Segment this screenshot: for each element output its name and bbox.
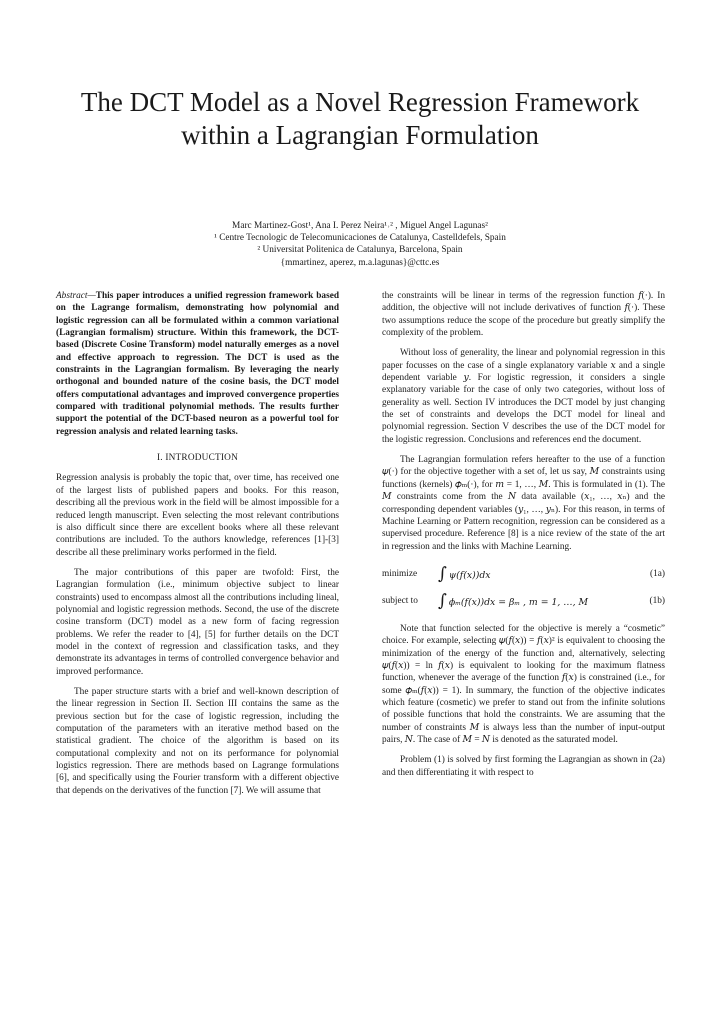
right-column — [382, 290, 665, 779]
abstract-lead: Abstract— — [56, 291, 96, 301]
paper-title: The DCT Model as a Novel Regression Framework within a Lagrangian Formulation — [80, 87, 640, 150]
paragraph: Note that function selected for the objective is merely a “cosmetic” choice. For example, selecting 𝜓(𝑓(𝑥)) = 𝑓(𝑥)² is equivalent to choosing the minimization of the energy of the function and, alternatively, selecting 𝜓(𝑓(𝑥)) = ln 𝑓(𝑥) is equivalent to looking for the maximum flatness function, whenever the average of the function 𝑓(𝑥) is constrained (i.e., for some 𝜙ₘ(𝑓(𝑥)) = 1). In summary, the function of the objective indicates which feature (cosmetic) we prefer to stand out from the infinite solutions of possible functions that hold the constraints. We are assuming that the number of constraints 𝑀 is always less than the number of input-output pairs, 𝑁. The case of 𝑀 = 𝑁 is denoted as the saturated model. — [382, 623, 665, 745]
affiliation-2: ² Universitat Politenica de Catalunya, Barcelona, Spain — [257, 245, 463, 256]
paragraph: the constraints will be linear in terms of the regression function 𝑓(·). In addition, the objective will not include derivatives of function 𝑓(·). These two assumptions reduce the scope of the procedure but greatly simplify the complexity of the problem. — [382, 291, 665, 339]
equation-number: (1a) — [650, 569, 665, 580]
paragraph: Problem (1) is solved by first forming the Lagrangian as shown in (2a) and then differentiating it with respect to — [382, 755, 665, 778]
paragraph: Without loss of generality, the linear and polynomial regression in this paper focusses on the case of a single explanatory variable 𝑥 and a single dependent variable 𝑦. For logistic regression, it considers a single explanatory variable for the case of only two categories, without loss of generality as well. Section IV introduces the DCT model by just changing the set of constraints and develops the DCT model for lineal and polynomial regression. Section V describes the use of the DCT model for the logistic regression. Conclusions and references end the document. — [382, 348, 665, 445]
abstract-text: This paper introduces a unified regression framework based on the Lagrange formalism, demonstrating how polynomial and logistic regression can all be formulated within a common variational (Lagrangian formalism) structure. Within this framework, the DCT-based (Discrete Cosine Transform) model naturally emerges as a novel and effective approach to regression. The DCT is used as the constraints in the Lagrangian formalism. By leveraging the nearly orthogonal and bounded nature of the cosine basis, the DCT model offers computational advantages and improved convergence properties compared with traditional polynomial methods. The results further support the potential of the DCT-based neuron as a powerful tool for regression analysis and related learning tasks. — [56, 291, 339, 437]
section-heading-introduction: I. INTRODUCTION — [157, 453, 238, 464]
author-emails: {mmartinez, aperez, m.a.lagunas}@cttc.es — [280, 257, 440, 268]
equation-label: minimize — [382, 569, 418, 580]
affiliation-1: ¹ Centre Tecnologic de Telecomunicaciones de Catalunya, Castelldefels, Spain — [214, 233, 506, 244]
paragraph: The paper structure starts with a brief and well-known description of the linear regression in Section II. Section III contains the same as the previous section but for the case of logistic regression, including the computation of the parameters with an iterative method based on the statistical gradient. The choice of the algorithm is based on its computational complexity and not on its performance for polynomial logistics regression. There are methods based on Lagrange formulations [6], and specifically using the Fourier transform with a different objective that depends on the derivatives of the function [7]. We will assume that — [56, 686, 339, 796]
equation-number: (1b) — [649, 596, 665, 607]
equation-body: 𝜙ₘ(𝑓(𝑥))𝑑𝑥 = 𝛽ₘ , 𝑚 = 1, …, 𝑀 — [448, 596, 588, 608]
paragraph: The Lagrangian formulation refers hereafter to the use of a function 𝜓(·) for the objective together with a set of, let us say, 𝑀 constraints using functions (kernels) 𝜙ₘ(·), for 𝑚 = 1, …, 𝑀. This is formulated in (1). The 𝑀 constraints come from the 𝑁 data available (𝑥₁, …, 𝑥ₙ) and the corresponding dependent variables (𝑦₁, …, 𝑦ₙ). For this reason, in terms of Machine Learning or Pattern recognition, regression can be considered as a supervised procedure. Reference [8] is a nice review of the state of the art in regression and the links with Machine Learning. — [382, 455, 665, 552]
equation-body: 𝜓(𝑓(𝑥))𝑑𝑥 — [448, 569, 491, 581]
author-names: Marc Martinez-Gost¹, Ana I. Perez Neira¹˒² , Miguel Angel Lagunas² — [232, 221, 488, 231]
equation-1a: minimize ∫ 𝜓(𝑓(𝑥))𝑑𝑥 (1a) — [382, 563, 665, 584]
paragraph: Regression analysis is probably the topic that, over time, has received one of the largest lists of published papers and books. For this reason, describing all the previous work in the field will be almost impossible for a reduced length manuscript. Even selecting the most relevant contributions is also difficult since there are excellent books where all these relevant contributions are included. To the authors knowledge, references [1]-[3] describe all these preliminary works performed in the field. — [56, 473, 339, 558]
equation-label: subject to — [382, 596, 418, 607]
abstract — [56, 290, 339, 438]
left-column — [56, 290, 339, 797]
equation-1b: subject to ∫ 𝜙ₘ(𝑓(𝑥))𝑑𝑥 = 𝛽ₘ , 𝑚 = 1, …, 𝑀 (1b) — [382, 590, 665, 611]
paragraph: The major contributions of this paper are twofold: First, the Lagrangian formulation (i.e., minimum objective subject to linear constraints) used to encompass almost all the contributions including lineal, polynomial and logistic regression methods. Second, the use of the discrete cosine transform (DCT) model as a new form of facing regression problems. We refer the reader to [4], [5] for further details on the DCT model in the context of regression and classification tasks, and they demonstrate its advantages in terms of controlled convergence behavior and improved performance. — [56, 567, 339, 677]
author-block — [60, 220, 660, 269]
